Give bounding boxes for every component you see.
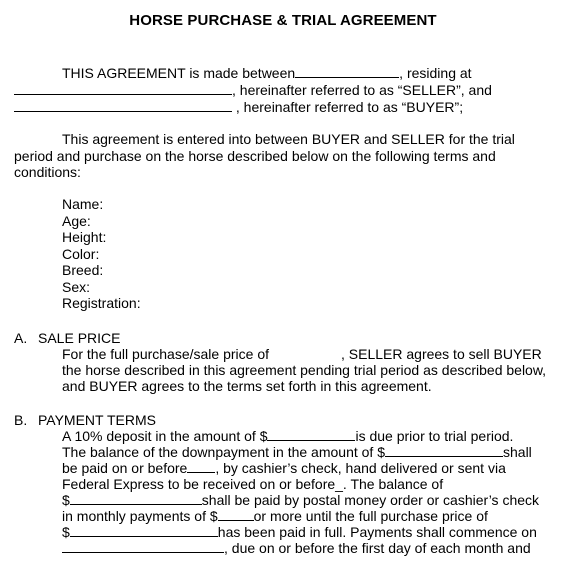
- field-sex-label: Sex:: [62, 279, 91, 295]
- field-height-label: Height:: [62, 229, 107, 245]
- section-b-line-4: Federal Express to be received on or before_. The balance of: [62, 476, 444, 492]
- para2-line-3: conditions:: [14, 164, 81, 180]
- intro-line-3: , hereinafter referred to as “BUYER”;: [14, 99, 463, 115]
- deposit-blank[interactable]: [267, 428, 355, 441]
- seller-blank[interactable]: [14, 82, 232, 95]
- section-a-line-3: and BUYER agrees to the terms set forth in this agreement.: [62, 378, 432, 394]
- field-color-label: Color:: [62, 246, 100, 262]
- para2-line-2: period and purchase on the horse described below on the following terms and: [14, 148, 496, 164]
- balance-blank[interactable]: [70, 492, 202, 505]
- intro-line-2: , hereinafter referred to as “SELLER”, and: [14, 82, 492, 98]
- field-registration-label: Registration:: [62, 295, 141, 311]
- full-price-blank[interactable]: [70, 524, 218, 537]
- field-name-label: Name:: [62, 196, 104, 212]
- intro-line-1: THIS AGREEMENT is made between , residing at: [62, 65, 472, 81]
- buyer-blank[interactable]: [14, 99, 232, 112]
- document-title: HORSE PURCHASE & TRIAL AGREEMENT: [129, 12, 437, 29]
- downpayment-blank[interactable]: [385, 444, 503, 457]
- section-b-line-7: $ has been paid in full. Payments shall commence on: [62, 524, 537, 540]
- section-b-line-6: in monthly payments of $ or more until the full purchase price of: [62, 508, 488, 524]
- para2-line-1: This agreement is entered into between BUYER and SELLER for the trial: [62, 131, 515, 147]
- date-blank[interactable]: [187, 460, 215, 473]
- section-a-heading: SALE PRICE: [38, 330, 121, 346]
- section-b-line-8: , due on or before the first day of each month and: [62, 540, 531, 556]
- section-b-letter: B.: [14, 412, 28, 428]
- section-a-letter: A.: [14, 330, 28, 346]
- section-b-line-2: The balance of the downpayment in the amount of $ shall: [62, 444, 532, 460]
- section-b-heading: PAYMENT TERMS: [38, 412, 156, 428]
- section-b-line-5: $ shall be paid by postal money order or cashier’s check: [62, 492, 540, 508]
- party-blank[interactable]: [295, 65, 399, 78]
- section-b-line-1: A 10% deposit in the amount of $ is due prior to trial period.: [62, 428, 514, 444]
- section-b-line-3: be paid on or before , by cashier’s check, hand delivered or sent via: [62, 460, 506, 476]
- section-a-line-1: For the full purchase/sale price of , SELLER agrees to sell BUYER: [62, 346, 542, 362]
- field-age-label: Age:: [62, 213, 91, 229]
- field-breed-label: Breed:: [62, 262, 104, 278]
- commence-date-blank[interactable]: [62, 540, 224, 553]
- monthly-payment-blank[interactable]: [218, 508, 254, 521]
- section-a-line-2: the horse described in this agreement pending trial period as described below,: [62, 362, 547, 378]
